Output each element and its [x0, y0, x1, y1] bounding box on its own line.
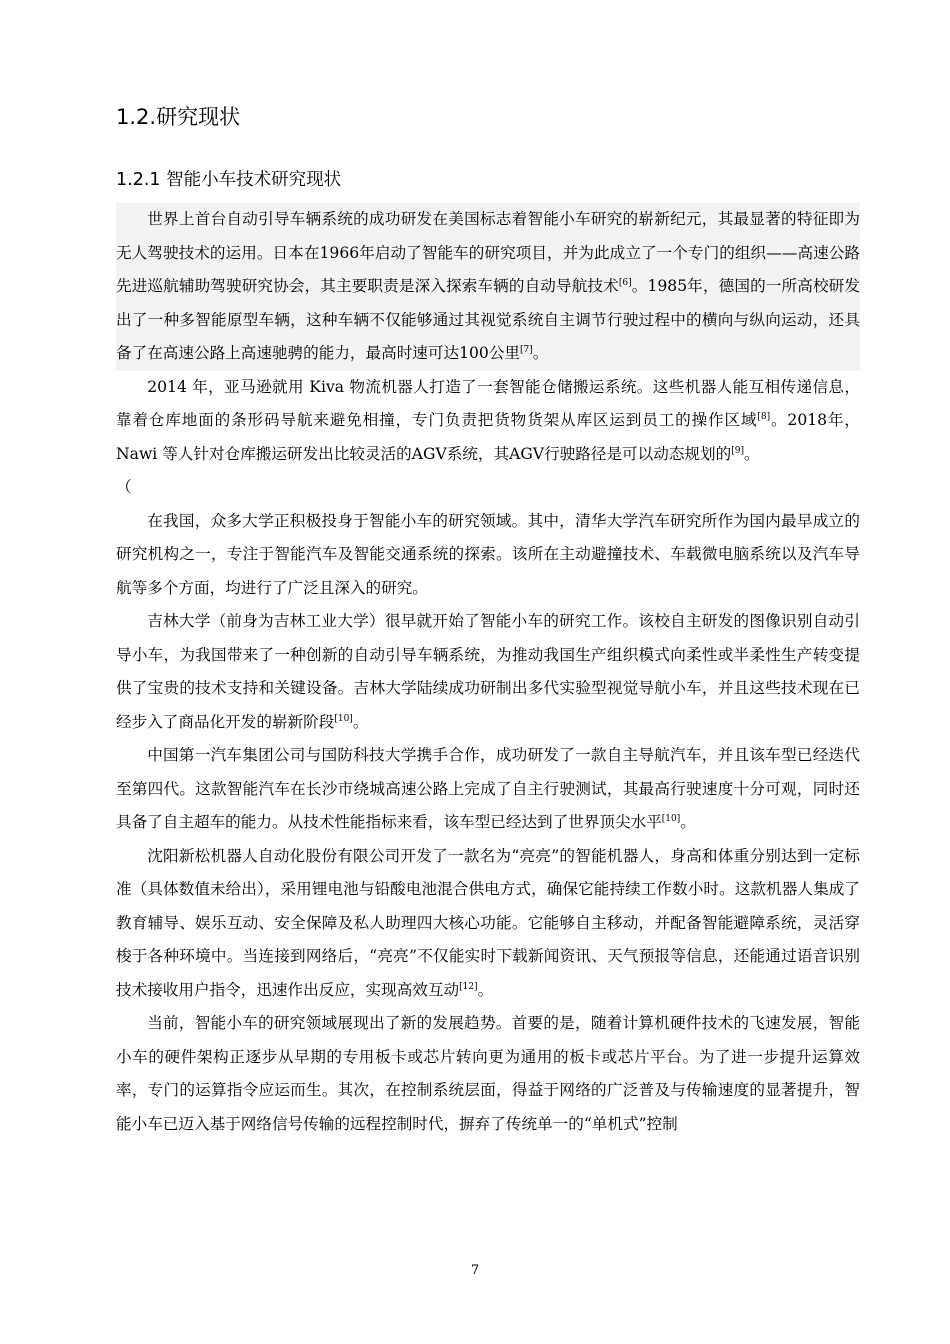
paragraph-text: 。2018年，Nawi 等人针对仓库搬运研发出比较灵活的AGV系统，其AGV行驶路径是可以动态规划的 [116, 411, 860, 463]
paragraph-text: 2014 年，亚马逊就用 Kiva 物流机器人打造了一套智能仓储搬运系统。这些机器人能互相传递信息，靠着仓库地面的条形码导航来避免相撞，专门负责把货物货架从库区运到员工的操作区域 [116, 377, 860, 429]
paragraph-text: 。 [743, 444, 760, 463]
body-text [116, 203, 860, 1141]
citation: [9] [731, 445, 744, 456]
paragraph-6 [116, 840, 860, 1008]
paragraph-text: 吉林大学（前身为吉林工业大学）很早就开始了智能小车的研究工作。该校自主研发的图像识别自动引导小车，为我国带来了一种创新的自动引导车辆系统，为推动我国生产组织模式向柔性或半柔性生产转变提供了宝贵的技术支持和关键设备。吉林大学陆续成功研制出多代实验型视觉导航小车，并且这些技术现在已经步入了商品化开发的崭新阶段 [116, 612, 860, 731]
citation: [12] [459, 981, 478, 992]
citation: [10] [334, 713, 353, 724]
paragraph-text: 。 [532, 344, 549, 362]
paragraph-4 [116, 605, 860, 739]
paragraph-text: 。 [477, 980, 494, 999]
citation: [10] [661, 814, 681, 824]
paragraph-3: 在我国，众多大学正积极投身于智能小车的研究领域。其中，清华大学汽车研究所作为国内最早成立的研究机构之一，专注于智能汽车及智能交通系统的探索。该所在主动避撞技术、车载微电脑系统以及汽车导航等多个方面，均进行了广泛且深入的研究。 [116, 511, 860, 597]
paragraph-7: 当前，智能小车的研究领域展现出了新的发展趋势。首要的是，随着计算机硬件技术的飞速发展，智能小车的硬件架构正逐步从早期的专用板卡或芯片转向更为通用的板卡或芯片平台。为了进一步提升运算效率，专门的运算指令应运而生。其次，在控制系统层面，得益于网络的广泛普及与传输速度的显著提升，智能小车已迈入基于网络信号传输的远程控制时代，摒弃了传统单一的“单机式”控制 [116, 1014, 860, 1133]
paragraph-5 [116, 739, 860, 840]
citation: [6] [618, 278, 632, 288]
citation: [7] [520, 345, 533, 355]
paragraph-text: 中国第一汽车集团公司与国防科技大学携手合作，成功研发了一款自主导航汽车，并且该车型已经迭代至第四代。这款智能汽车在长沙市绕城高速公路上完成了自主行驶测试，其最高行驶速度十分可观，同时还具备了自主超车的能力。从技术性能指标来看，该车型已经达到了世界顶尖水平 [116, 746, 860, 831]
stray-parenthesis: （ [116, 478, 132, 496]
paragraph-2 [116, 371, 860, 472]
paragraph-text: 世界上首台自动引导车辆系统的成功研发在美国标志着智能小车研究的崭新纪元，其最显著的特征即为无人驾驶技术的运用。日本在1966年启动了智能车的研究项目，并为此成立了一个专门的组织——高速公路先进巡航辅助驾驶研究协会，其主要职责是深入探索车辆的自动导航技术 [116, 210, 860, 295]
paragraph-1 [116, 203, 860, 371]
paragraph-text: 沈阳新松机器人自动化股份有限公司开发了一款名为“亮亮”的智能机器人，身高和体重分别达到一定标准（具体数值未给出），采用锂电池与铅酸电池混合供电方式，确保它能持续工作数小时。这款机器人集成了教育辅导、娱乐互动、安全保障及私人助理四大核心功能。它能够自主移动，并配备智能避障系统，灵活穿梭于各种环境中。当连接到网络后，“亮亮”不仅能实时下载新闻资讯、天气预报等信息，还能通过语音识别技术接收用户指令，迅速作出反应，实现高效互动 [116, 846, 860, 999]
subsection-heading: 1.2.1 智能小车技术研究现状 [116, 170, 342, 190]
paragraph-text: 。 [680, 813, 696, 831]
page-number: 7 [470, 1263, 480, 1278]
paragraph-text: 。1985年，德国的一所高校研发出了一种多智能原型车辆，这种车辆不仅能够通过其视觉系统自主调节行驶过程中的横向与纵向运动，还具备了在高速公路上高速驰骋的能力，最高时速可达100公里 [116, 277, 860, 362]
section-heading: 1.2.研究现状 [116, 105, 241, 129]
paragraph-text: 。 [352, 712, 369, 731]
citation: [8] [757, 412, 771, 422]
